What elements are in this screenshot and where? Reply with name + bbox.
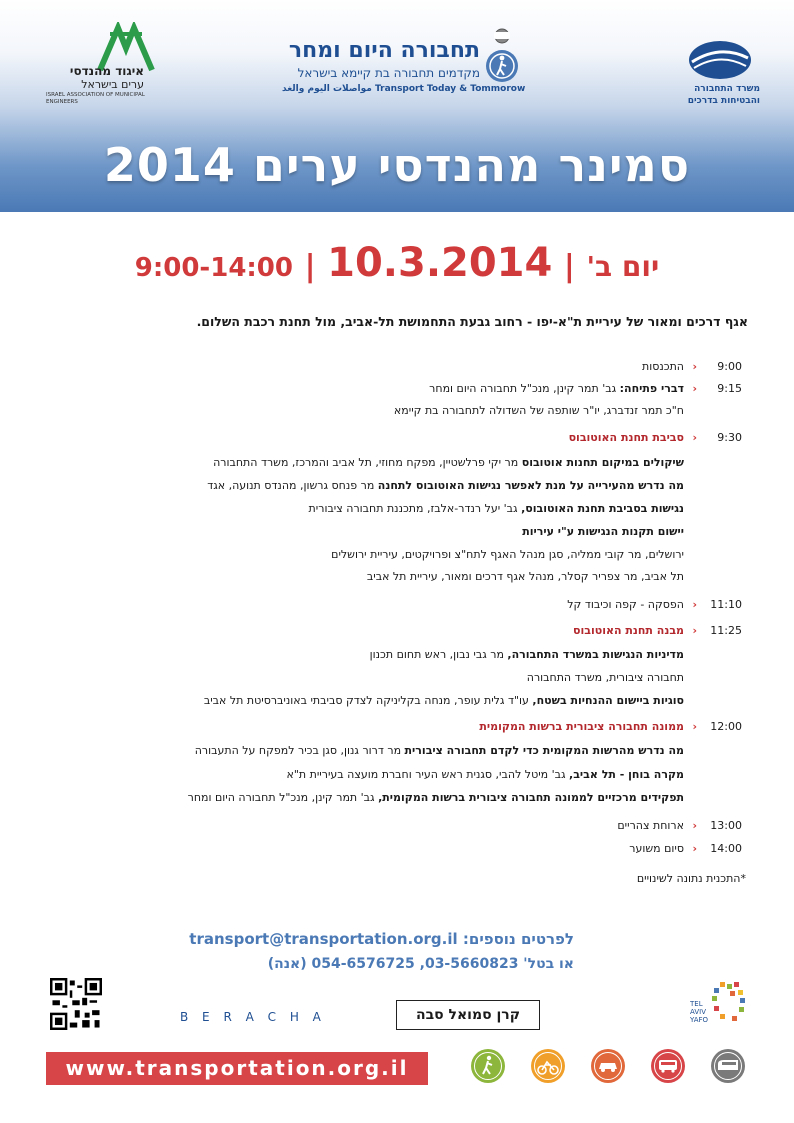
transport-logo-title: תחבורה היום ומחר — [288, 38, 480, 63]
event-location: אגף דרכים ומאור של עיריית ת"א-יפו - רחוב גבעת התחמושת תל-אביב, מול תחנת רכבת השלום. — [196, 314, 748, 329]
schedule-text: תל אביב, מר צפריר קסלר, מנהל אגף דרכים ומאור, עיריית תל אביב — [366, 570, 684, 583]
schedule-time: 11:10 — [710, 598, 742, 611]
schedule-row — [0, 360, 794, 380]
schedule-rest: גב' תמר קינן, מנכ"ל תחבורה היום ומחר — [187, 791, 379, 804]
qr-code-icon[interactable] — [50, 978, 102, 1030]
schedule-text: *התכנית נתונה לשינויים — [636, 872, 746, 885]
event-day: יום ב' — [586, 250, 660, 283]
schedule-time: 9:00 — [717, 360, 742, 373]
schedule-text — [370, 648, 684, 661]
schedule-row — [0, 479, 794, 499]
schedule-rest: גב' מיטל להבי, סגנית ראש העיר וחברת מועצה בעיריית ת"א — [286, 768, 570, 781]
schedule-bold: מקרה בוחן - תל אביב, — [569, 768, 684, 781]
schedule-row — [0, 768, 794, 788]
chevron-icon: › — [692, 360, 697, 373]
schedule-rest: מר גבי נבון, ראש תחום תכנון — [369, 648, 508, 661]
chevron-icon: › — [692, 598, 697, 611]
separator-1: | — [563, 249, 575, 284]
schedule-text: סיום משוער — [629, 842, 684, 855]
separator-2: | — [304, 249, 316, 284]
schedule-text — [195, 744, 684, 757]
header-banner — [0, 0, 794, 212]
ministry-line2: והבטיחות בדרכים — [687, 96, 760, 106]
tel-aviv-logo-icon — [690, 980, 748, 1026]
contact-email[interactable]: transport@transportation.org.il — [189, 930, 458, 948]
schedule-row — [0, 791, 794, 811]
transport-logo-arabic: مواصلات اليوم والغد — [282, 84, 372, 94]
contact-phone: או בטל' 03-5660823, 054-6576725 (אנה) — [267, 956, 574, 972]
chevron-icon: › — [692, 624, 697, 637]
svg-text:YAFO: YAFO — [690, 1016, 709, 1024]
schedule-bold: סוגיות ביישום ההנחיות בשטח, — [532, 694, 684, 707]
schedule-row — [0, 671, 794, 691]
event-hours: 9:00-14:00 — [134, 253, 293, 283]
schedule-rest: מר פנחס גרשון, מהנדס תנועה, אגד — [207, 479, 378, 492]
schedule-text — [207, 479, 684, 492]
ministry-line1: משרד התחבורה — [694, 84, 760, 94]
schedule-text: ארוחת צהריים — [617, 819, 684, 832]
beracha-logo: B E R A C H A — [180, 1010, 326, 1024]
schedule-text: הפסקה - קפה וכיבוד קל — [567, 598, 684, 611]
schedule-text — [286, 768, 684, 781]
schedule-row — [0, 624, 794, 644]
schedule-text: ח"כ תמר זנדברג, יו"ר שותפה של השדולה לתחבורה בת קיימא — [393, 404, 684, 417]
website-url[interactable]: www.transportation.org.il — [65, 1056, 409, 1080]
schedule-text — [309, 502, 684, 515]
samuel-sebba-fund: קרן סמואל סבה — [396, 1000, 540, 1030]
schedule-text — [429, 382, 684, 395]
engineers-line3: ISRAEL ASSOCIATION OF MUNICIPAL ENGINEERS — [46, 92, 145, 105]
contact-email-line — [189, 930, 574, 948]
contact-label: לפרטים נוספים: — [462, 930, 574, 948]
website-url-bar[interactable] — [46, 1052, 428, 1085]
transport-logo-subtitle: מקדמים תחבורה בת קיימא בישראל — [297, 66, 480, 80]
schedule-text: תחבורה ציבורית, משרד התחבורה — [526, 671, 684, 684]
schedule-text — [204, 694, 684, 707]
walking-icon — [470, 1048, 506, 1084]
car-icon — [590, 1048, 626, 1084]
schedule-rest: מר דרור גנון, סגן בכיר למפקח על התעבורה — [194, 744, 405, 757]
train-icon — [710, 1048, 746, 1084]
schedule-row — [0, 842, 794, 862]
schedule-row — [0, 431, 794, 451]
svg-text:AVIV: AVIV — [690, 1008, 706, 1016]
event-date: 10.3.2014 — [327, 240, 553, 286]
schedule-row — [0, 598, 794, 618]
pedestrian-badge-icon — [484, 28, 520, 88]
schedule-rest: מר יקי פרלשטיין, מפקח מחוזי, תל אביב והמרכז, משרד התחבורה — [213, 456, 522, 469]
schedule-row — [0, 456, 794, 476]
svg-text:TEL: TEL — [690, 1000, 703, 1008]
schedule-row — [0, 570, 794, 590]
schedule-row — [0, 548, 794, 568]
schedule-note — [0, 872, 794, 892]
schedule-row — [0, 648, 794, 668]
chevron-icon: › — [692, 431, 697, 444]
schedule-bold: שיקולים במיקום תחנות אוטובוס — [521, 456, 684, 469]
schedule-text: ירושלים, מר קובי ממליה, סגן מנהל האגף לתח"צ ופרויקטים, עיריית ירושלים — [331, 548, 684, 561]
schedule-row — [0, 819, 794, 839]
schedule-section-title: מבנה תחנת האוטובוס — [573, 624, 684, 637]
schedule-text: התכנסות — [641, 360, 684, 373]
schedule-section-title: סביבת תחנת האוטובוס — [568, 431, 684, 444]
schedule-rest: גב' יעל רנדר-אלבז, מתכננת תחבורה ציבורית — [308, 502, 522, 515]
transport-logo-en: Transport Today & Tommorow — [375, 84, 526, 94]
schedule-row — [0, 382, 794, 402]
schedule-bold: מדיניות הנגישות במשרד התחבורה, — [507, 648, 684, 661]
ministry-logo-icon — [688, 40, 752, 80]
schedule-time: 13:00 — [710, 819, 742, 832]
schedule-bold: מה נדרש מהעירייה על מנת לאפשר נגישות האוטובוס לתחנה — [377, 479, 684, 492]
schedule-bold: מה נדרש מהרשות המקומית כדי לקדם תחבורה ציבורית — [404, 744, 684, 757]
chevron-icon: › — [692, 819, 697, 832]
schedule-time: 11:25 — [710, 624, 742, 637]
page-title: סמינר מהנדסי ערים 2014 — [103, 138, 691, 192]
schedule-bold: דברי פתיחה: — [619, 382, 684, 395]
schedule-time: 12:00 — [710, 720, 742, 733]
schedule-time: 14:00 — [710, 842, 742, 855]
engineers-line2: ערים בישראל — [81, 78, 144, 91]
schedule-row — [0, 404, 794, 424]
bicycle-icon — [530, 1048, 566, 1084]
schedule-row — [0, 694, 794, 714]
event-dateline — [0, 240, 794, 286]
schedule-row — [0, 525, 794, 545]
engineers-line1: איגוד מהנדסי — [69, 64, 144, 78]
schedule-time: 9:15 — [717, 382, 742, 395]
schedule-bold: תפקידים מרכזיים לממונה תחבורה ציבורית ברשות המקומית, — [378, 791, 684, 804]
schedule-row — [0, 720, 794, 740]
schedule-rest: עו"ד גלית עופר, מנחה בקליניקה לצדק סביבתי באוניברסיטת תל אביב — [203, 694, 533, 707]
schedule-text — [213, 456, 684, 469]
schedule-text — [188, 791, 684, 804]
schedule-section-title: ממונה תחבורה ציבורית ברשות המקומית — [479, 720, 684, 733]
schedule-row — [0, 502, 794, 522]
schedule-time: 9:30 — [717, 431, 742, 444]
chevron-icon: › — [692, 842, 697, 855]
chevron-icon: › — [692, 382, 697, 395]
schedule-text — [522, 525, 684, 538]
schedule-row — [0, 744, 794, 764]
schedule-rest: גב' תמר קינן, מנכ"ל תחבורה היום ומחר — [429, 382, 620, 395]
chevron-icon: › — [692, 720, 697, 733]
transport-logo-english — [282, 84, 525, 94]
bus-icon — [650, 1048, 686, 1084]
schedule-bold: נגישות בסביבת תחנת האוטובוס, — [521, 502, 684, 515]
schedule-bold: יישום תקנות הנגישות ע"י עיריות — [522, 525, 684, 538]
